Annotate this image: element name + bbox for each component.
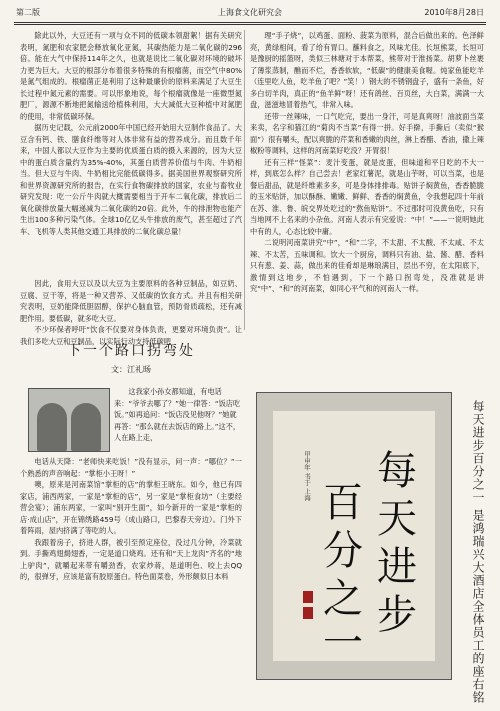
callig-char: 之 xyxy=(323,576,363,622)
paragraph: 还带一丝辣味，一口气吃完，要出一身汗，可是真爽呀！油波面当菜来卖，名字和猫江的“菊肉不当菜”有得一拼。好手擀，手撕后（卖似“猴面”）很有嚼头，配以爽脆的芹菜和香嫩的肉丝，淋上香醋、香油，撒上辣椒粉等调料，这样的河南菜好吃没？开胃很！ xyxy=(250,111,484,155)
callig-char: 每 xyxy=(377,448,417,494)
article-author: 文：江礼旸 xyxy=(111,365,151,374)
story-wrap-text xyxy=(114,386,242,444)
calligraphy-inscription: 甲申年 书于 上海 xyxy=(303,451,311,501)
calligraphy-paper xyxy=(273,411,435,666)
paragraph: 据历史记载，公元前2000年中国已经开始用大豆制作食品了。大豆含有钙、铁、膳食纤维等对人体非常有益的营养成分。而且数千年来，中国人都以大豆作为主要的优质蛋白质的摄入来源的，因为大豆中的蛋白质含量约为35%-40%，其蛋白质营养价值与牛肉、牛奶相当。但大豆与牛肉、牛奶相比完能低碳得多。据美国世界观察研究所和世界资源研究所的报告，在实行食物碳排放的国家，农业与畜牧业研究发现：吃一公斤牛肉就大概需要相当于开车二氧化碳，排放后二氧化碳排放量大幅递减为二氧化碳的20倍。此外，牛的排泄物也能产生出100多种污染气体。全球10亿亿头牛排放的废气，甚至超过了汽车、飞机等人类其他交通工具排放的二氧化碳总量！ xyxy=(20,123,242,236)
header-rule xyxy=(14,22,486,23)
soy-article-conclusion xyxy=(20,278,242,347)
person-figure xyxy=(71,403,101,451)
issue-date: 2010年8月28日 xyxy=(424,8,484,17)
paragraph: 我跟着房子，挤进人群，被引至预定座位，没过几分钟，冷菜就到。手撕鸡翅焗翅香，一定是道口烧鸡。还有和“天上龙肉”齐名的“地上驴肉”，就嚼起来带有嚼劲香，农家炒蒋，是道明色、咬上去QQ的，很弹牙，应该是富有胶原蛋白。特色面菜卷，外形颇似日本料 xyxy=(20,537,242,581)
page-number: 第二版 xyxy=(16,8,40,17)
paragraph: 这我家小孙女都知道，有电话来：“爷爷去哪了？”她一律答：“饭店吃饭。”如再追问：“饭店没见他呀？”她就再答：“那么就在去饭店的路上。”这不，人在路上走， xyxy=(114,387,241,442)
paragraph: 除此以外，大豆还有一项与众不同的低碳本领甜絮！据有关研究表明，氮肥和农家肥会释放氧化亚氮，其碳热能力是二氧化碳的296倍。能在大气中保持114年之久，也就是说比二氧化碳对环境的破坏力更为巨大。大豆的根部分布着很多特殊的有根瘤菌，而空气中80%是氮气组成的。根瘤菌正是利用了这种最廉价的原料来满足了大豆生长过程中氮元素的需要。可以形象地说，每个根瘤就像是一座微型氮肥厂，源源不断地把氮输送给植株利用，大大减低大豆种植中对氮肥的使用，非常低碳环保。 xyxy=(20,31,242,121)
callig-char: 分 xyxy=(323,528,363,574)
column-divider xyxy=(244,30,245,330)
callig-char: 百 xyxy=(323,480,363,526)
author-photo xyxy=(28,388,110,452)
person-figure xyxy=(37,403,67,451)
story-continued xyxy=(250,30,484,295)
page-header xyxy=(14,4,486,22)
soy-article-top xyxy=(20,30,242,237)
callig-char: 进 xyxy=(377,544,417,590)
seal-stamp xyxy=(303,591,313,603)
callig-char: 步 xyxy=(377,592,417,638)
paragraph: 因此，食用大豆以及以大豆为主要原料的各种豆制品，如豆奶、豆腐、豆干等，将是一种又营养、又低碳的饮食方式。并且有相关研究表明，豆奶能降低胆固醇，保护心脑血管，预防骨质疏松，还有减肥作用。要低碳，就多吃大豆。 xyxy=(20,279,242,323)
article-title: 下一个路口拐弯处 xyxy=(67,343,195,359)
story-body xyxy=(20,456,242,583)
callig-char: 一 xyxy=(323,620,363,666)
paragraph: 不少环保者呼吁“饮食不仅要对身体负责，更要对环境负责”。让我们多吃大豆和豆制品，以实际行动支持低碳吧 xyxy=(20,325,242,346)
paragraph: 二说明河南菜讲究“中”，“和”二字，不太甜、不太酸、不太咸、不太辣、不太苦，五味调和。饮大一个厨房，调料只有油、盐、酱、醋、香料只有葱、姜、蒜，做出来的佳肴却是琳琅满目，层出不穷，在太阳底下，激情到这地步，不怕遇到，下一个路口拐弯处，没准就是讲究“中”、“和”的河南菜，如同心平气和的河南人一样。 xyxy=(250,238,484,293)
paragraph: 噢，原来是河南菜馆“掌柜的店”的掌柜王晓东。如今，他已有四家店，浦西两家，一家是“掌柜的店”，另一家是“掌柜食坊”（主要经营会宴）；浦东两家，一家叫“别开生面”，如今新开的一家是“掌柜的店·成山店”，开在锦绣路459号（成山路口，巴黎春天旁边）。门外下着阵雨，屋内挤满了等吃的人。 xyxy=(20,480,242,535)
header-rule-thin xyxy=(14,24,486,25)
paragraph: 电话从天降：“老师快来吃饭！”没有显示，问一声：“哪位？”一个熟悉的声音响起：“掌柜小王呀！” xyxy=(20,457,242,478)
publication-name: 上海食文化研究会 xyxy=(218,8,282,17)
paragraph: 还有三样“怪菜”：麦汁变蛋，就是皮蛋，但味道和平日吃的不大一样，到底怎么样？自己尝去！老家红薯泥，就是山芋呀，可以当菜，也是餐后甜品，就是纤维素多多，可是身体排排毒。贴饼子焖黄鱼，香香脆脆的玉米贴饼，加以酥酥、嫩嫩、鲜鲜、香香的焖黄鱼，令我想起四十年前在苏、淮、鲁、皖交界处吃过的“熬鱼贴饼”。不过那时可没黄鱼吃，只有当地网不上名来的小杂鱼。河南人表示有完爱说：“中！”——一说明她此中有的人，心态比较中庸。 xyxy=(250,157,484,236)
calligraphy-caption: 每天进步百分之一 是鸿瑞兴大酒店全体员工的座右铭 xyxy=(471,400,485,704)
calligraphy-artwork xyxy=(256,392,452,680)
callig-char: 天 xyxy=(377,496,417,542)
paragraph: 理“手子烧”，以鸡蛋、面粉、菠菜为原料，混合后做出来的。色泽鲜亮，黄绿相间，看了给有胃口。蘸料食之，风味尤佳。长垣熊菜，长垣可是豫厨的摇篮呀，类似三林塘对于本帮菜，熊带对于淮扬菜。胡萝卜丝裹了薄浆蒸制，醮而不烂，香香软软，“低碳”的健康美食喔。炖家鱼能吃羊（连里吃人鱼，吃羊鱼了吧？”笑！）钢大的不锈钢盘子，盛有一条鱼，好多白切羊肉，真正的“鱼羊鲜”呀！还有鸽丝、百页丝，大白菜，满满一大盘，滋滋地冒着热气，非常入味。 xyxy=(250,31,484,109)
seal-stamp xyxy=(303,607,313,619)
